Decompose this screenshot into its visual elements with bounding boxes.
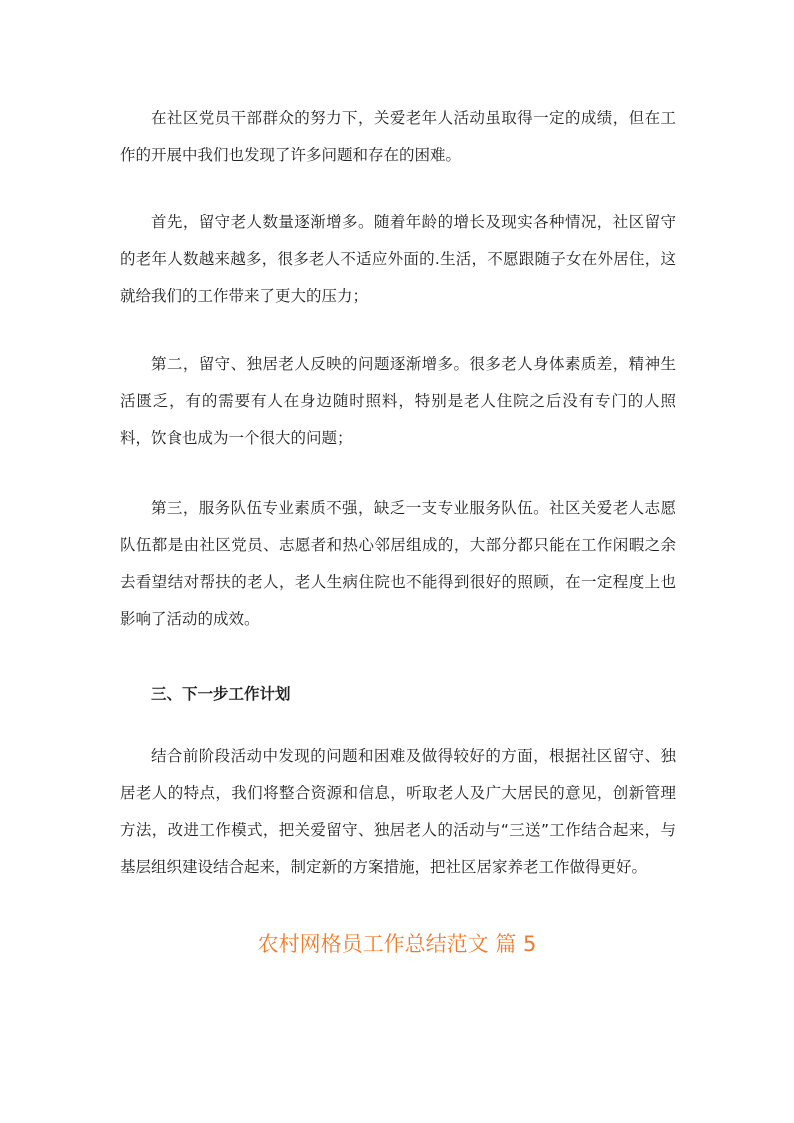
paragraph-difficulties-intro: 在社区党员干部群众的努力下，关爱老年人活动虽取得一定的成绩，但在工作的开展中我们也发现了许多问题和存在的困难。 xyxy=(120,109,676,164)
paragraph-first-issue: 首先，留守老人数量逐渐增多。随着年龄的增长及现实各种情况，社区留守的老年人数越来越多，很多老人不适应外面的.生活，不愿跟随子女在外居住，这就给我们的工作带来了更大的压力； xyxy=(120,213,676,305)
paragraph-second-issue: 第二，留守、独居老人反映的问题逐渐增多。很多老人身体素质差，精神生活匮乏，有的需要有人在身边随时照料，特别是老人住院之后没有专门的人照料，饮食也成为一个很大的问题； xyxy=(120,355,676,447)
paragraph-third-issue: 第三，服务队伍专业素质不强，缺乏一支专业服务队伍。社区关爱老人志愿队伍都是由社区党员、志愿者和热心邻居组成的，大部分都只能在工作闲暇之余去看望结对帮扶的老人，老人生病住院也不能得到很好的照顾，在一定程度上也影响了活动的成效。 xyxy=(120,499,676,628)
section-heading-next-plan: 三、下一步工作计划 xyxy=(151,685,291,703)
article-section-title: 农村网格员工作总结范文 篇 5 xyxy=(257,932,537,956)
paragraph-work-plan: 结合前阶段活动中发现的问题和困难及做得较好的方面，根据社区留守、独居老人的特点，我们将整合资源和信息，听取老人及广大居民的意见，创新管理方法，改进工作模式，把关爱留守、独居老人的活动与“三送”工作结合起来，与基层组织建设结合起来，制定新的方案措施，把社区居家养老工作做得更好。 xyxy=(120,747,676,876)
